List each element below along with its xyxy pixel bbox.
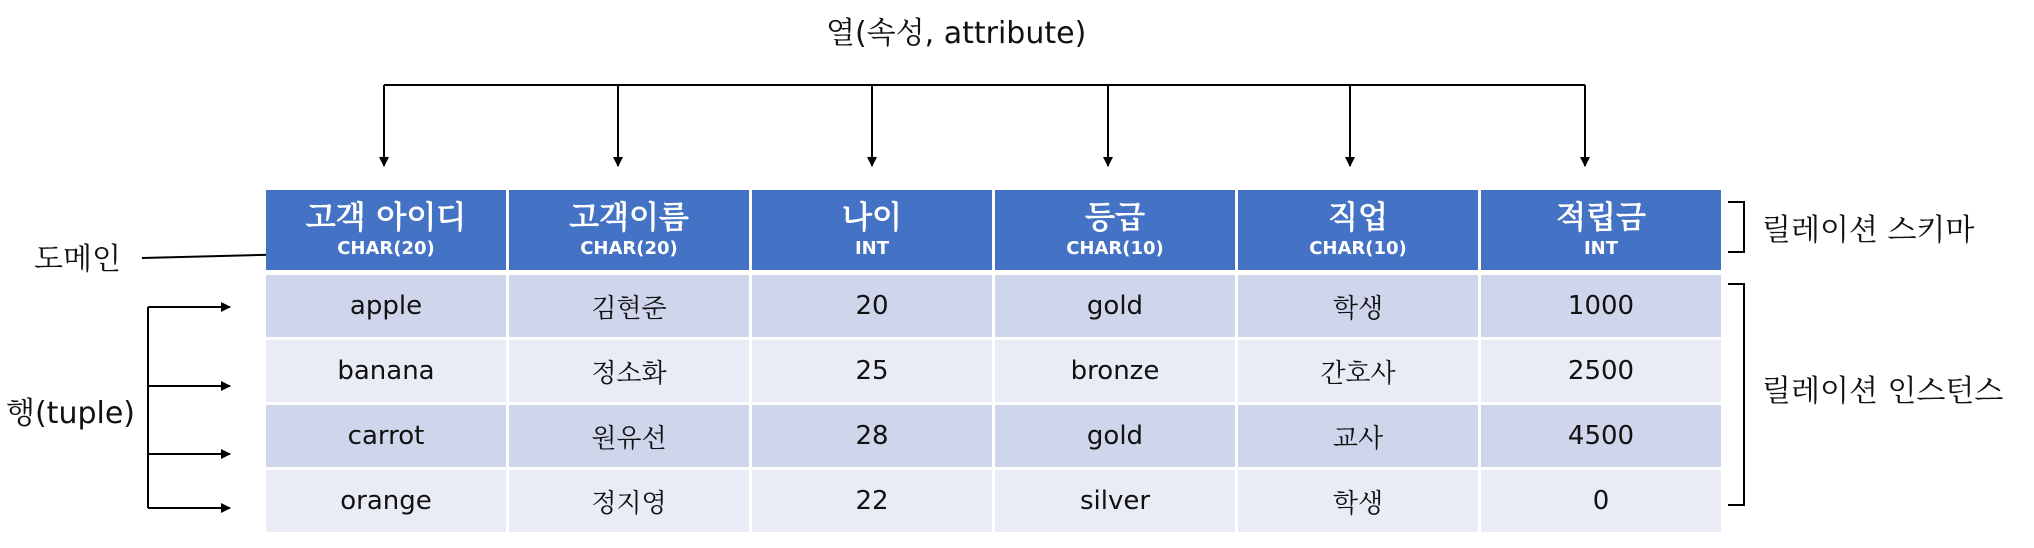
table-cell: 학생 [1237, 275, 1480, 339]
table-cell: 20 [751, 275, 994, 339]
relation-table [266, 190, 1721, 535]
table-cell: gold [994, 404, 1237, 469]
column-type: CHAR(20) [580, 238, 678, 259]
column-type: INT [854, 238, 890, 259]
table-cell: 22 [751, 469, 994, 534]
column-header [994, 190, 1237, 270]
table-cell: 4500 [1480, 404, 1722, 469]
table-cell: 1000 [1480, 275, 1722, 339]
column-type: CHAR(10) [1309, 238, 1407, 259]
column-header [266, 190, 508, 270]
schema-brace [1728, 202, 1744, 252]
schema-label: 릴레이션 스키마 [1762, 213, 1975, 248]
table-row [266, 404, 1721, 469]
instance-label: 릴레이션 인스턴스 [1762, 374, 2004, 409]
table-cell: 간호사 [1237, 339, 1480, 404]
table-row [266, 339, 1721, 404]
schema-header-row [266, 190, 1721, 270]
table-cell: 25 [751, 339, 994, 404]
table-cell: gold [994, 275, 1237, 339]
table-cell: 28 [751, 404, 994, 469]
column-type: CHAR(20) [337, 238, 435, 259]
domain-label: 도메인 [34, 242, 121, 277]
table-cell: 2500 [1480, 339, 1722, 404]
table-cell: bronze [994, 339, 1237, 404]
column-type: CHAR(10) [1066, 238, 1164, 259]
row-label: 행(tuple) [6, 396, 135, 431]
column-header [751, 190, 994, 270]
column-name: 직업 [1328, 200, 1388, 236]
table-cell: 김현준 [508, 275, 751, 339]
table-cell: orange [266, 469, 508, 534]
column-type: INT [1583, 238, 1619, 259]
table-cell: 정소화 [508, 339, 751, 404]
column-name: 나이 [842, 200, 902, 236]
table-cell: 0 [1480, 469, 1722, 534]
column-header [1237, 190, 1480, 270]
column-name: 적립금 [1556, 200, 1646, 236]
table-cell: banana [266, 339, 508, 404]
column-name: 고객 아이디 [305, 200, 467, 236]
column-header [508, 190, 751, 270]
table-cell: 교사 [1237, 404, 1480, 469]
table-cell: 정지영 [508, 469, 751, 534]
table-cell: silver [994, 469, 1237, 534]
column-header [1480, 190, 1722, 270]
column-name: 고객이름 [569, 200, 689, 236]
instance-brace [1728, 284, 1744, 505]
table-cell: apple [266, 275, 508, 339]
table-cell: 학생 [1237, 469, 1480, 534]
column-label: 열(속성, attribute) [826, 16, 1087, 51]
table-cell: 원유선 [508, 404, 751, 469]
table-row [266, 275, 1721, 339]
table-cell: carrot [266, 404, 508, 469]
table-row [266, 469, 1721, 534]
column-name: 등급 [1085, 200, 1145, 236]
